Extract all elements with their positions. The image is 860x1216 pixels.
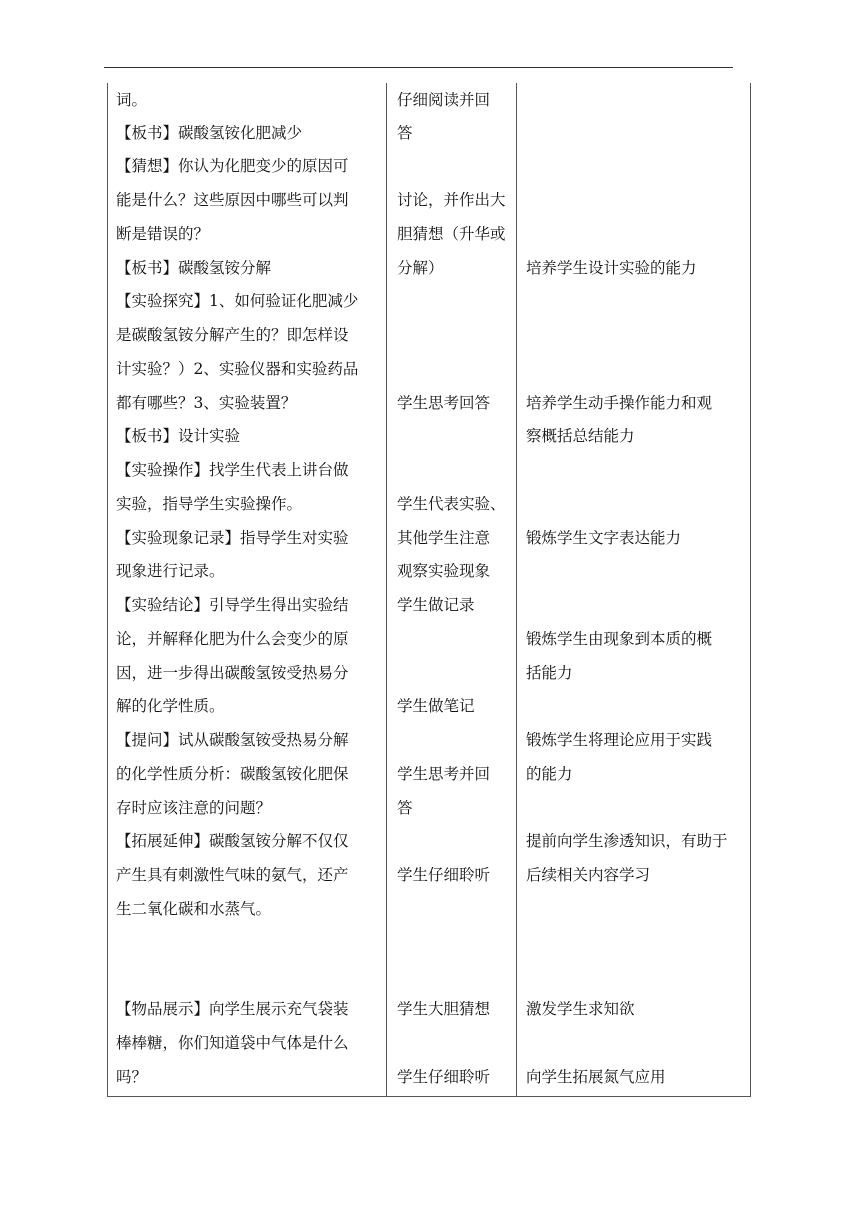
col3-text-line: 激发学生求知欲 — [526, 1000, 635, 1018]
col1-text-line: 断是错误的？ — [116, 225, 210, 243]
col1-text-line: 是碳酸氢铵分解产生的？即怎样设 — [116, 326, 349, 344]
col1-text-line: 【猜想】你认为化肥变少的原因可 — [116, 157, 349, 175]
col2-text-line: 学生仔细聆听 — [397, 1068, 491, 1086]
col2-text-line: 学生思考并回 — [397, 765, 491, 783]
col1-text-line: 【实验结论】引导学生得出实验结 — [116, 596, 349, 614]
col1-text-line: 词。 — [116, 91, 148, 109]
col1-text-line: 【实验操作】找学生代表上讲台做 — [116, 461, 349, 479]
col3-text-line: 培养学生设计实验的能力 — [526, 259, 697, 277]
col2-text-line: 讨论，并作出大 — [397, 191, 506, 209]
col2-text-line: 答 — [397, 799, 413, 817]
col1-text-line: 产生具有刺激性气味的氨气，还产 — [116, 866, 349, 884]
col3-text-line: 提前向学生渗透知识，有助于 — [526, 832, 728, 850]
col2-text-line: 答 — [397, 124, 413, 142]
col1-text-line: 【物品展示】向学生展示充气袋装 — [116, 1000, 349, 1018]
col3-text-line: 的能力 — [526, 765, 573, 783]
col1-text-line: 实验，指导学生实验操作。 — [116, 495, 303, 513]
col2-text-line: 胆猜想（升华或 — [397, 225, 506, 243]
col1-text-line: 【板书】碳酸氢铵化肥减少 — [116, 124, 303, 142]
col2-text-line: 分解） — [397, 259, 444, 277]
col3-text-line: 后续相关内容学习 — [526, 866, 651, 884]
col1-text-line: 因，进一步得出碳酸氢铵受热易分 — [116, 664, 349, 682]
col2-text-line: 学生仔细聆听 — [397, 866, 491, 884]
col3-text-line: 锻炼学生将理论应用于实践 — [526, 731, 713, 749]
col1-text-line: 【提问】试从碳酸氢铵受热易分解 — [116, 731, 349, 749]
col1-text-line: 生二氧化碳和水蒸气。 — [116, 900, 272, 918]
col2-text-line: 仔细阅读并回 — [397, 91, 491, 109]
col1-text-line: 吗？ — [116, 1068, 148, 1086]
col1-text-line: 能是什么？这些原因中哪些可以判 — [116, 191, 349, 209]
col2-text-line: 学生代表实验、 — [397, 495, 506, 513]
col1-text-line: 现象进行记录。 — [116, 562, 225, 580]
col1-text-line: 解的化学性质。 — [116, 697, 225, 715]
col1-text-line: 【板书】设计实验 — [116, 427, 241, 445]
col1-text-line: 计实验？）2、实验仪器和实验药品 — [116, 360, 359, 378]
col2-text-line: 学生大胆猜想 — [397, 1000, 491, 1018]
col2-text-line: 观察实验现象 — [397, 562, 491, 580]
col2-text-line: 其他学生注意 — [397, 529, 491, 547]
col1-text-line: 论，并解释化肥为什么会变少的原 — [116, 630, 349, 648]
col1-text-line: 存时应该注意的问题？ — [116, 799, 272, 817]
col3-text-line: 锻炼学生由现象到本质的概 — [526, 630, 713, 648]
col1-text-line: 【板书】碳酸氢铵分解 — [116, 259, 272, 277]
col3-text-line: 括能力 — [526, 664, 573, 682]
header-rule — [104, 67, 733, 68]
col1-text-line: 的化学性质分析：碳酸氢铵化肥保 — [116, 765, 349, 783]
column-divider-1 — [386, 83, 387, 1097]
col2-text-line: 学生思考回答 — [397, 394, 491, 412]
col1-text-line: 【实验现象记录】指导学生对实验 — [116, 529, 349, 547]
col2-text-line: 学生做笔记 — [397, 697, 475, 715]
col2-text-line: 学生做记录 — [397, 596, 475, 614]
col1-text-line: 都有哪些？3、实验装置？ — [116, 394, 297, 412]
col1-text-line: 【实验探究】1、如何验证化肥减少 — [116, 292, 359, 310]
col3-text-line: 锻炼学生文字表达能力 — [526, 529, 682, 547]
col1-text-line: 【拓展延伸】碳酸氢铵分解不仅仅 — [116, 832, 349, 850]
col3-text-line: 察概括总结能力 — [526, 427, 635, 445]
column-divider-2 — [516, 83, 517, 1097]
col3-text-line: 向学生拓展氮气应用 — [526, 1068, 666, 1086]
col3-text-line: 培养学生动手操作能力和观 — [526, 394, 713, 412]
col1-text-line: 棒棒糖，你们知道袋中气体是什么 — [116, 1034, 349, 1052]
